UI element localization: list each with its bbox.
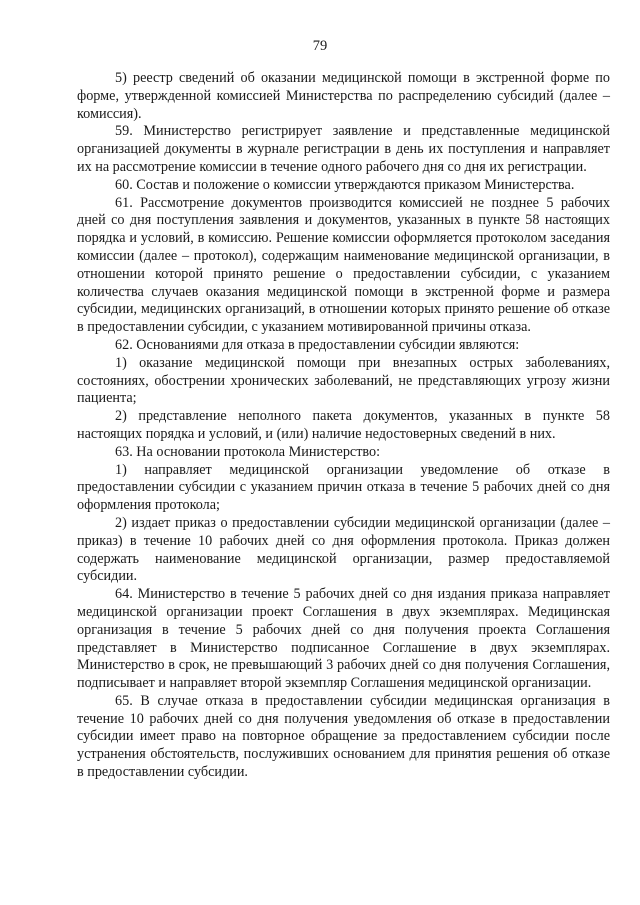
paragraph-64: 64. Министерство в течение 5 рабочих дней со дня издания приказа направляет медицинской организации проект Соглашения в двух экземплярах. Медицинская организация в течение 5 рабочих дней со дня получения проекта Соглашения представляет в Министерство подписанное Соглашение в двух экземплярах. Министерство в срок, не превышающий 3 рабочих дней со дня получения Соглашения, подписывает и направляет второй экземпляр Соглашения медицинской организации. — [77, 586, 610, 692]
paragraph-59: 59. Министерство регистрирует заявление и представленные медицинской организацией документы в журнале регистрации в день их поступления и направляет их на рассмотрение комиссии в течение одного рабочего дня со дня их регистрации. — [77, 123, 610, 175]
paragraph-61: 61. Рассмотрение документов производится комиссией не позднее 5 рабочих дней со дня поступления заявления и документов, указанных в пункте 58 настоящих порядка и условий, в комиссию. Решение комиссии оформляется протоколом заседания комиссии (далее – протокол), содержащим наименование медицинской организации, в отношении которой принято решение о предоставлении субсидии, с указанием количества случаев оказания медицинской помощи в экстренной форме и размера субсидии, медицинских организаций, в отношении которых принято решение об отказе в предоставлении субсидии, с указанием мотивированной причины отказа. — [77, 194, 610, 336]
page-number: 79 — [312, 38, 328, 54]
paragraph-registry-item-5: 5) реестр сведений об оказании медицинской помощи в экстренной форме по форме, утвержденной комиссией Министерства по распределению субсидий (далее – комиссия). — [77, 70, 610, 122]
paragraph-63-item-1: 1) направляет медицинской организации уведомление об отказе в предоставлении субсидии с указанием причин отказа в течение 5 рабочих дней со дня оформления протокола; — [77, 461, 610, 514]
paragraph-62-item-1: 1) оказание медицинской помощи при внезапных острых заболеваниях, состояниях, обострении хронических заболеваний, не представляющих угрозу жизни пациента; — [77, 354, 610, 407]
paragraph-63-item-2: 2) издает приказ о предоставлении субсидии медицинской организации (далее – приказ) в течение 10 рабочих дней со дня оформления протокола. Приказ должен содержать наименование медицинской организации, размер предоставляемой субсидии. — [77, 514, 610, 585]
paragraph-62-item-2: 2) представление неполного пакета документов, указанных в пункте 58 настоящих порядка и условий, и (или) наличие недостоверных сведений в них. — [77, 408, 610, 442]
document-body — [77, 70, 610, 782]
paragraph-63: 63. На основании протокола Министерство: — [115, 443, 381, 460]
paragraph-62: 62. Основаниями для отказа в предоставлении субсидии являются: — [115, 336, 520, 353]
paragraph-65: 65. В случае отказа в предоставлении субсидии медицинская организация в течение 10 рабочих дней со дня получения уведомления об отказе в предоставлении субсидии имеет право на повторное обращение за предоставлением субсидии после устранения обстоятельств, послуживших основанием для принятия решения об отказе в предоставлении субсидии. — [77, 692, 610, 781]
paragraph-60: 60. Состав и положение о комиссии утверждаются приказом Министерства. — [115, 176, 575, 193]
